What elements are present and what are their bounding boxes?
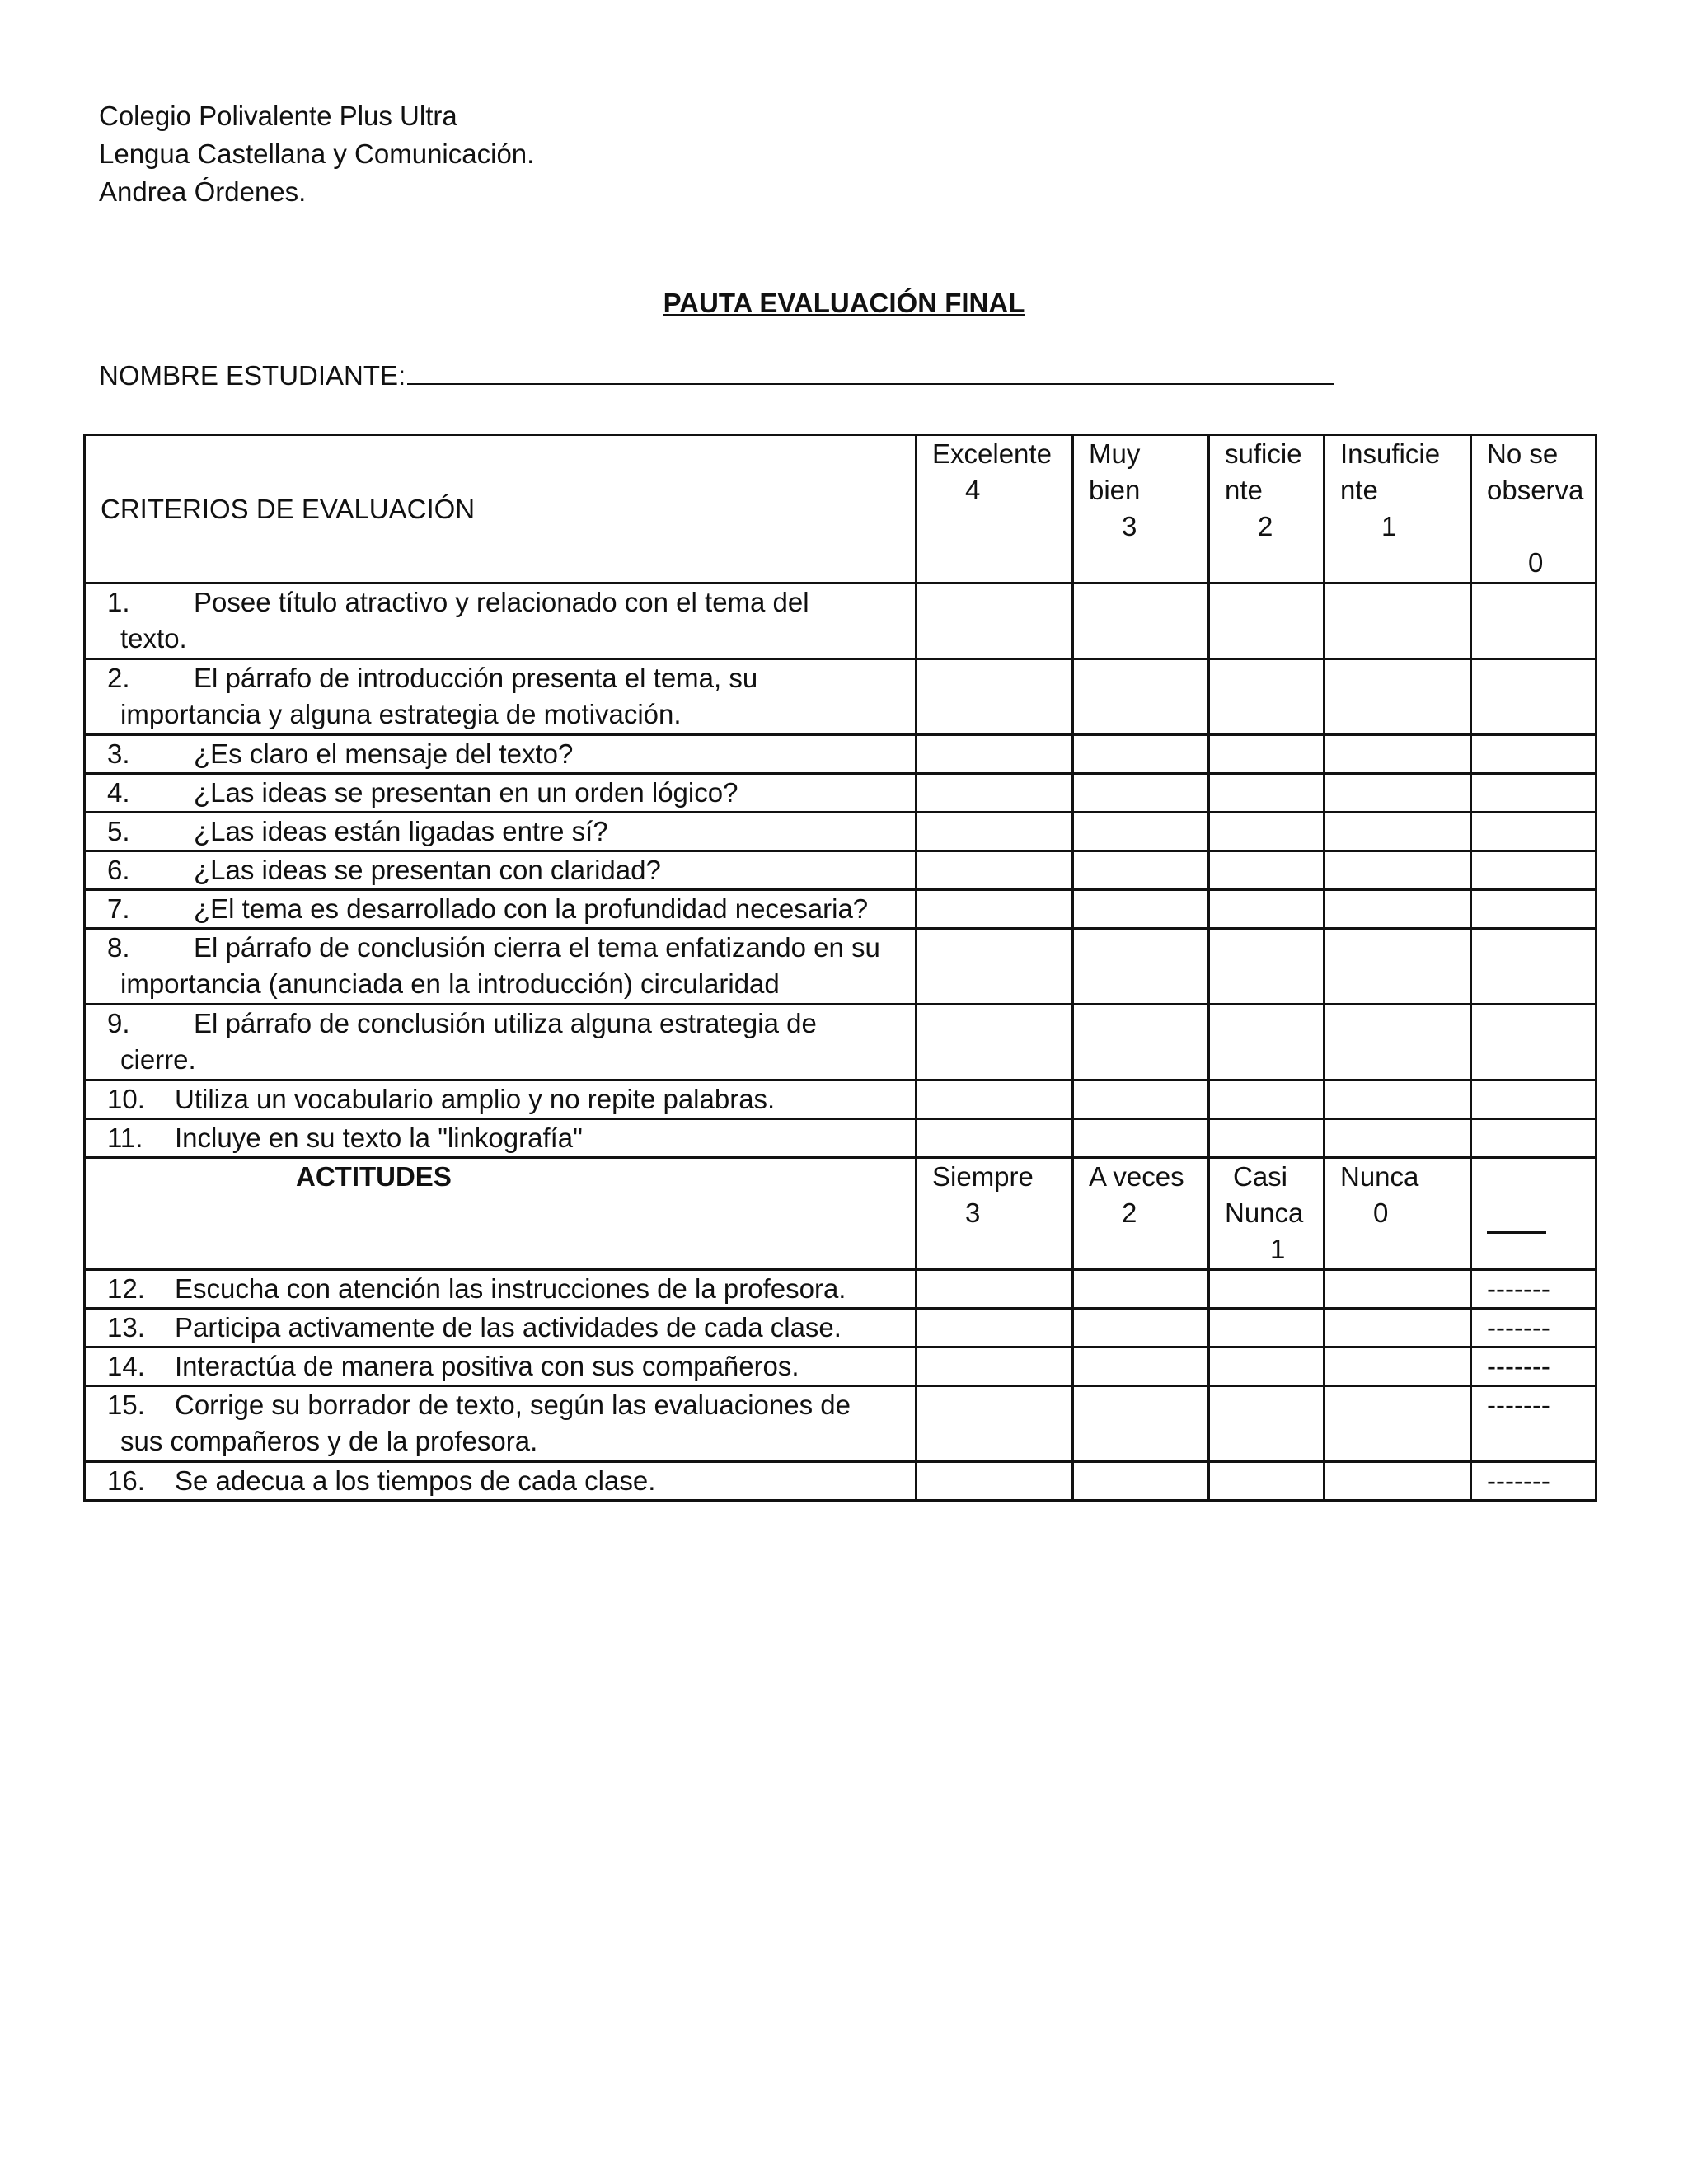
attitude-level-score: 1 bbox=[1270, 1234, 1286, 1264]
score-cell[interactable] bbox=[1325, 890, 1471, 929]
level-score: 4 bbox=[965, 475, 981, 505]
level-label-2: nte bbox=[1225, 475, 1263, 505]
level-label-2: observa bbox=[1487, 475, 1584, 505]
level-header-excelente bbox=[917, 435, 1073, 583]
criterion-line: Escucha con atención las instrucciones de la profesora. bbox=[175, 1273, 846, 1304]
criterion-row bbox=[85, 735, 1597, 774]
criterion-number: 4. bbox=[107, 777, 130, 808]
criterion-line: Participa activamente de las actividades de cada clase. bbox=[175, 1312, 842, 1343]
attitude-level-header bbox=[1471, 1158, 1597, 1270]
score-cell[interactable] bbox=[1209, 1119, 1325, 1158]
score-cell[interactable] bbox=[1471, 583, 1597, 659]
attitude-row bbox=[85, 1462, 1597, 1501]
score-cell[interactable] bbox=[1209, 774, 1325, 813]
criterion-number: 3. bbox=[107, 738, 130, 769]
level-label-2: nte bbox=[1340, 475, 1378, 505]
score-cell[interactable] bbox=[1471, 813, 1597, 851]
criterion-number: 9. bbox=[107, 1008, 130, 1038]
level-label: Muy bbox=[1089, 438, 1141, 469]
score-cell[interactable] bbox=[1073, 774, 1209, 813]
score-cell[interactable] bbox=[917, 735, 1073, 774]
score-cell[interactable] bbox=[1073, 735, 1209, 774]
level-label: No se bbox=[1487, 438, 1559, 469]
score-cell[interactable] bbox=[1209, 890, 1325, 929]
criterion-text bbox=[85, 1386, 917, 1462]
score-cell[interactable] bbox=[1325, 851, 1471, 890]
level-label: Excelente bbox=[932, 438, 1052, 469]
criterion-line-2: cierre. bbox=[120, 1044, 196, 1075]
criterion-row bbox=[85, 851, 1597, 890]
score-cell[interactable] bbox=[1325, 1462, 1471, 1501]
not-applicable-cell: ------- bbox=[1471, 1270, 1597, 1309]
attitude-level-header bbox=[1073, 1158, 1209, 1270]
criterion-number: 11. bbox=[107, 1122, 143, 1153]
subject-name: Lengua Castellana y Comunicación. bbox=[99, 138, 535, 169]
level-score: 1 bbox=[1381, 511, 1397, 541]
school-name: Colegio Polivalente Plus Ultra bbox=[99, 101, 457, 131]
criterion-line-2: importancia y alguna estrategia de motivación. bbox=[120, 699, 682, 729]
score-cell[interactable] bbox=[1209, 929, 1325, 1005]
score-cell[interactable] bbox=[1209, 735, 1325, 774]
level-header-suficiente bbox=[1209, 435, 1325, 583]
score-cell[interactable] bbox=[917, 583, 1073, 659]
level-label: Insuficie bbox=[1340, 438, 1441, 469]
criterion-text bbox=[85, 1119, 917, 1158]
score-cell[interactable] bbox=[1325, 813, 1471, 851]
score-cell[interactable] bbox=[917, 1462, 1073, 1501]
criterion-line: ¿Las ideas se presentan en un orden lógico? bbox=[194, 777, 738, 808]
criterion-line-2: importancia (anunciada en la introducción) circularidad bbox=[120, 968, 780, 999]
criterion-line: Corrige su borrador de texto, según las evaluaciones de bbox=[175, 1390, 851, 1420]
criterion-text bbox=[85, 735, 917, 774]
score-cell[interactable] bbox=[917, 1080, 1073, 1119]
score-cell[interactable] bbox=[1073, 1119, 1209, 1158]
level-header-no-se-observa bbox=[1471, 435, 1597, 583]
criterion-text bbox=[85, 890, 917, 929]
criterion-line: ¿El tema es desarrollado con la profundidad necesaria? bbox=[194, 893, 869, 924]
attitude-level-header bbox=[917, 1158, 1073, 1270]
score-cell[interactable] bbox=[917, 659, 1073, 735]
score-cell[interactable] bbox=[1209, 1005, 1325, 1080]
score-cell[interactable] bbox=[1209, 1347, 1325, 1386]
criterion-number: 7. bbox=[107, 893, 130, 924]
criterion-text bbox=[85, 1309, 917, 1347]
score-cell[interactable] bbox=[1209, 583, 1325, 659]
criterion-line: Incluye en su texto la "linkografía" bbox=[175, 1122, 583, 1153]
attitude-level-label-2: 3 bbox=[965, 1197, 981, 1228]
score-cell[interactable] bbox=[1325, 1080, 1471, 1119]
attitude-row bbox=[85, 1270, 1597, 1309]
level-label: suficie bbox=[1225, 438, 1302, 469]
score-cell[interactable] bbox=[917, 813, 1073, 851]
student-name-row bbox=[99, 357, 1334, 395]
score-cell[interactable] bbox=[1209, 813, 1325, 851]
criterion-number: 13. bbox=[107, 1312, 145, 1343]
criterion-number: 14. bbox=[107, 1351, 145, 1381]
level-score: 0 bbox=[1528, 547, 1544, 578]
attitude-level-header bbox=[1209, 1158, 1325, 1270]
score-cell[interactable] bbox=[1073, 890, 1209, 929]
score-cell[interactable] bbox=[1471, 735, 1597, 774]
teacher-name: Andrea Órdenes. bbox=[99, 176, 307, 207]
score-cell[interactable] bbox=[917, 1270, 1073, 1309]
criterion-text bbox=[85, 929, 917, 1005]
not-applicable-cell: ------- bbox=[1471, 1347, 1597, 1386]
criterion-number: 10. bbox=[107, 1084, 145, 1114]
criterion-text bbox=[85, 659, 917, 735]
score-cell[interactable] bbox=[1325, 1005, 1471, 1080]
criterion-row bbox=[85, 774, 1597, 813]
score-cell[interactable] bbox=[1209, 1386, 1325, 1462]
score-cell[interactable] bbox=[1209, 1270, 1325, 1309]
score-cell[interactable] bbox=[1471, 1119, 1597, 1158]
criterion-text bbox=[85, 1080, 917, 1119]
score-cell[interactable] bbox=[1073, 1347, 1209, 1386]
attitude-row bbox=[85, 1309, 1597, 1347]
score-cell[interactable] bbox=[917, 1005, 1073, 1080]
level-label-2: bien bbox=[1089, 475, 1141, 505]
score-cell[interactable] bbox=[1209, 851, 1325, 890]
criterion-number: 5. bbox=[107, 816, 130, 846]
attitude-level-label: A veces bbox=[1089, 1161, 1184, 1192]
attitudes-header: ACTITUDES bbox=[85, 1158, 917, 1270]
score-cell[interactable] bbox=[1073, 1309, 1209, 1347]
attitude-row bbox=[85, 1347, 1597, 1386]
criterion-row bbox=[85, 1005, 1597, 1080]
attitude-level-label-2: 2 bbox=[1122, 1197, 1137, 1228]
criterion-text bbox=[85, 1347, 917, 1386]
attitude-level-label: Nunca bbox=[1340, 1161, 1419, 1192]
criteria-header: CRITERIOS DE EVALUACIÓN bbox=[85, 435, 917, 583]
criterion-line: Posee título atractivo y relacionado con el tema del bbox=[194, 587, 809, 617]
attitude-level-label-2: Nunca bbox=[1225, 1197, 1304, 1228]
criterion-text bbox=[85, 1462, 917, 1501]
attitude-level-label: Casi bbox=[1233, 1161, 1288, 1192]
attitude-level-header bbox=[1325, 1158, 1471, 1270]
score-cell[interactable] bbox=[1209, 1462, 1325, 1501]
blank-header-line bbox=[1487, 1203, 1546, 1234]
student-name-label: NOMBRE ESTUDIANTE: bbox=[99, 360, 406, 391]
score-cell[interactable] bbox=[1073, 1080, 1209, 1119]
score-cell[interactable] bbox=[1209, 659, 1325, 735]
criterion-text bbox=[85, 851, 917, 890]
criterion-row bbox=[85, 1080, 1597, 1119]
score-cell[interactable] bbox=[917, 1309, 1073, 1347]
document-header bbox=[99, 97, 534, 211]
score-cell[interactable] bbox=[1325, 583, 1471, 659]
score-cell[interactable] bbox=[1073, 851, 1209, 890]
criterion-line-2: sus compañeros y de la profesora. bbox=[120, 1426, 538, 1456]
score-cell[interactable] bbox=[1073, 1270, 1209, 1309]
score-cell[interactable] bbox=[917, 1347, 1073, 1386]
criterion-line: Interactúa de manera positiva con sus compañeros. bbox=[175, 1351, 799, 1381]
student-name-field[interactable] bbox=[407, 359, 1334, 385]
score-cell[interactable] bbox=[917, 1119, 1073, 1158]
score-cell[interactable] bbox=[1073, 1386, 1209, 1462]
score-cell[interactable] bbox=[1325, 1119, 1471, 1158]
score-cell[interactable] bbox=[917, 774, 1073, 813]
criterion-number: 1. bbox=[107, 587, 130, 617]
criterion-line: El párrafo de conclusión cierra el tema enfatizando en su bbox=[194, 932, 880, 963]
level-header-insuficiente bbox=[1325, 435, 1471, 583]
level-score: 2 bbox=[1258, 511, 1273, 541]
score-cell[interactable] bbox=[1325, 659, 1471, 735]
score-cell[interactable] bbox=[1471, 774, 1597, 813]
page-title: PAUTA EVALUACIÓN FINAL bbox=[663, 288, 1025, 318]
score-cell[interactable] bbox=[1073, 929, 1209, 1005]
criterion-row bbox=[85, 1119, 1597, 1158]
attitudes-header-row bbox=[85, 1158, 1597, 1270]
header-row bbox=[85, 435, 1597, 583]
attitude-level-label: Siempre bbox=[932, 1161, 1034, 1192]
score-cell[interactable] bbox=[1325, 1309, 1471, 1347]
score-cell[interactable] bbox=[1325, 735, 1471, 774]
criterion-line: Utiliza un vocabulario amplio y no repite palabras. bbox=[175, 1084, 776, 1114]
criterion-text bbox=[85, 813, 917, 851]
score-cell[interactable] bbox=[1325, 1347, 1471, 1386]
score-cell[interactable] bbox=[917, 929, 1073, 1005]
criterion-row bbox=[85, 890, 1597, 929]
score-cell[interactable] bbox=[917, 890, 1073, 929]
score-cell[interactable] bbox=[1325, 929, 1471, 1005]
level-score: 3 bbox=[1122, 511, 1137, 541]
attitude-row bbox=[85, 1386, 1597, 1462]
criterion-line: El párrafo de conclusión utiliza alguna estrategia de bbox=[194, 1008, 817, 1038]
criterion-line: ¿Las ideas están ligadas entre sí? bbox=[194, 816, 608, 846]
criterion-line: El párrafo de introducción presenta el tema, su bbox=[194, 663, 758, 693]
criterion-number: 15. bbox=[107, 1390, 145, 1420]
criterion-number: 12. bbox=[107, 1273, 145, 1304]
criterion-number: 16. bbox=[107, 1465, 145, 1496]
score-cell[interactable] bbox=[917, 851, 1073, 890]
score-cell[interactable] bbox=[1209, 1309, 1325, 1347]
score-cell[interactable] bbox=[917, 1386, 1073, 1462]
attitude-level-label-2: 0 bbox=[1373, 1197, 1389, 1228]
score-cell[interactable] bbox=[1471, 851, 1597, 890]
score-cell[interactable] bbox=[1325, 1270, 1471, 1309]
score-cell[interactable] bbox=[1073, 1462, 1209, 1501]
criterion-row bbox=[85, 929, 1597, 1005]
score-cell[interactable] bbox=[1471, 1005, 1597, 1080]
criterion-line: ¿Las ideas se presentan con claridad? bbox=[194, 855, 661, 885]
score-cell[interactable] bbox=[1325, 774, 1471, 813]
score-cell[interactable] bbox=[1325, 1386, 1471, 1462]
rubric-table bbox=[83, 434, 1597, 1502]
score-cell[interactable] bbox=[1471, 890, 1597, 929]
score-cell[interactable] bbox=[1073, 659, 1209, 735]
score-cell[interactable] bbox=[1471, 1080, 1597, 1119]
score-cell[interactable] bbox=[1471, 929, 1597, 1005]
not-applicable-cell: ------- bbox=[1471, 1462, 1597, 1501]
criterion-text bbox=[85, 583, 917, 659]
score-cell[interactable] bbox=[1073, 1005, 1209, 1080]
score-cell[interactable] bbox=[1209, 1080, 1325, 1119]
criterion-number: 6. bbox=[107, 855, 130, 885]
level-header-muy-bien bbox=[1073, 435, 1209, 583]
criterion-text bbox=[85, 1270, 917, 1309]
criterion-row bbox=[85, 583, 1597, 659]
criterion-line: Se adecua a los tiempos de cada clase. bbox=[175, 1465, 656, 1496]
criterion-line: ¿Es claro el mensaje del texto? bbox=[194, 738, 574, 769]
score-cell[interactable] bbox=[1471, 659, 1597, 735]
criterion-row bbox=[85, 659, 1597, 735]
criterion-text bbox=[85, 1005, 917, 1080]
not-applicable-cell: ------- bbox=[1471, 1309, 1597, 1347]
not-applicable-cell: ------- bbox=[1471, 1386, 1597, 1462]
criterion-number: 8. bbox=[107, 932, 130, 963]
criterion-number: 2. bbox=[107, 663, 130, 693]
criterion-line-2: texto. bbox=[120, 623, 187, 654]
score-cell[interactable] bbox=[1073, 813, 1209, 851]
score-cell[interactable] bbox=[1073, 583, 1209, 659]
criterion-row bbox=[85, 813, 1597, 851]
criterion-text bbox=[85, 774, 917, 813]
